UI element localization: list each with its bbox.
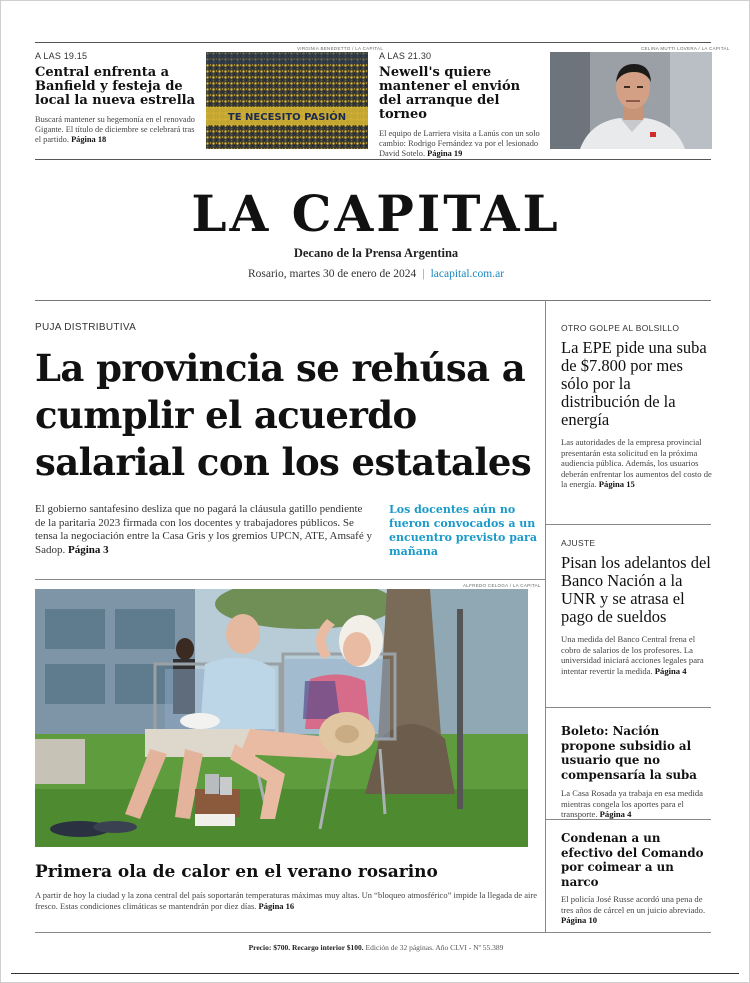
teaser-time: A LAS 21.30 xyxy=(379,51,432,61)
masthead-tagline: Decano de la Prensa Argentina xyxy=(293,246,459,260)
bottom-rule xyxy=(11,973,739,974)
right-story-epe[interactable] xyxy=(561,323,713,490)
story-headline[interactable]: La EPE pide una suba de $7.800 por mes sólo por la distribución de la energía xyxy=(561,338,707,429)
story-kicker: OTRO GOLPE AL BOLSILLO xyxy=(561,323,680,333)
story-headline[interactable]: Boleto: Nación propone subsidio al usuario que no compensaría la suba xyxy=(561,724,697,782)
photo-story-body: A partir de hoy la ciudad y la zona central del país soportarán temperaturas máximas muy altas. Un “bloqueo atmosférico” impide la llegada de aire fresco. Estas condiciones climáticas se mantendrán por diez días. Página 16 xyxy=(35,890,538,911)
right-rule xyxy=(545,524,711,525)
teaser-headline[interactable]: Central enfrenta a Banfield y festeja de local la nueva estrella xyxy=(35,65,195,108)
stadium-crowd-photo[interactable] xyxy=(206,52,368,149)
story-headline[interactable]: Pisan los adelantos del Banco Nación a la UNR y se atrasa el pago de sueldos xyxy=(561,553,711,626)
main-headline[interactable]: La provincia se rehúsa a cumplir el acuerdo salarial con los estatales xyxy=(35,346,532,484)
photo-story-headline[interactable]: Primera ola de calor en el verano rosarino xyxy=(35,862,438,882)
column-divider xyxy=(545,300,546,932)
right-story-comando[interactable] xyxy=(561,831,713,926)
main-story-rule xyxy=(35,579,545,580)
story-body: La Casa Rosada ya trabaja en esa medida mientras congela los aportes para el transporte. Página 4 xyxy=(561,788,703,820)
masthead-logo[interactable]: LA CAPITAL xyxy=(191,184,561,243)
dateline-separator: | xyxy=(422,268,425,280)
story-headline[interactable]: Condenan a un efectivo del Comando por coimear a un narco xyxy=(561,831,704,889)
right-story-unr[interactable] xyxy=(561,538,713,676)
heatwave-park-photo[interactable] xyxy=(35,589,528,847)
right-rule xyxy=(545,707,711,708)
teaser-body: El equipo de Larriera visita a Lanús con un solo cambio: Rodrigo Fernández va por el lesionado David Sotelo. Página 19 xyxy=(379,129,540,158)
story-body: El policía José Russe acordó una pena de tres años de cárcel en un juicio abreviado. Página 10 xyxy=(561,894,706,926)
main-body: El gobierno santafesino desliza que no pagará la cláusula gatillo pendiente de la paritaria 2023 firmada con los docentes y trabajadores públicos. Se tensa la negociación entre la Casa Gris y los gremios UPCN, ATE, Amsafé y Sadop. Página 3 xyxy=(35,503,372,556)
story-body: Las autoridades de la empresa provincial presentarán esta solicitud en la próxima audiencia pública. Además, los usuarios deberán enfrentar los aumentos del costo de la energía. Página 15 xyxy=(561,437,712,490)
teaser-body: Buscará mantener su hegemonía en el renovado Gigante. El título de diciembre se celebrará tras el partido. Página 18 xyxy=(35,115,195,144)
story-kicker: AJUSTE xyxy=(561,538,596,548)
main-aside[interactable]: Los docentes aún no fueron convocados a un encuentro previsto para mañana xyxy=(389,503,537,558)
teaser-headline[interactable]: Newell's quiere mantener el envión del arranque del torneo xyxy=(379,65,521,122)
photo-credit: ALFREDO CELOGA / LA CAPITAL xyxy=(463,583,541,588)
photo-credit: VIRGINIA BENEDETTO / LA CAPITAL xyxy=(297,46,384,51)
teaser-time: A LAS 19.15 xyxy=(35,51,88,61)
coach-portrait-photo[interactable] xyxy=(550,52,712,149)
teaser-central[interactable] xyxy=(35,51,200,145)
masthead-rule xyxy=(35,300,711,301)
top-rule-bottom xyxy=(35,159,711,160)
main-kicker: PUJA DISTRIBUTIVA xyxy=(35,322,137,333)
right-story-boleto[interactable] xyxy=(561,724,713,820)
svg-text:TE NECESITO PASIÓN: TE NECESITO PASIÓN xyxy=(227,112,347,123)
teaser-newells[interactable] xyxy=(379,51,544,159)
photo-credit: CELINA MUTTI LOVERA / LA CAPITAL xyxy=(641,46,730,51)
story-body: Una medida del Banco Central frena el cobro de salarios de los profesores. La universidad iniciará acciones legales para intentar revertir la medida. Página 4 xyxy=(561,634,704,676)
top-rule xyxy=(35,42,711,43)
dateline xyxy=(1,268,750,280)
footer-rule xyxy=(35,932,711,933)
price-line: Precio: $700. Recargo interior $100. Edición de 32 páginas. Año CLVI - Nº 55.389 xyxy=(248,943,504,952)
site-link[interactable]: lacapital.com.ar xyxy=(430,268,505,280)
date-text: Rosario, martes 30 de enero de 2024 xyxy=(247,268,417,280)
right-rule xyxy=(545,819,711,820)
